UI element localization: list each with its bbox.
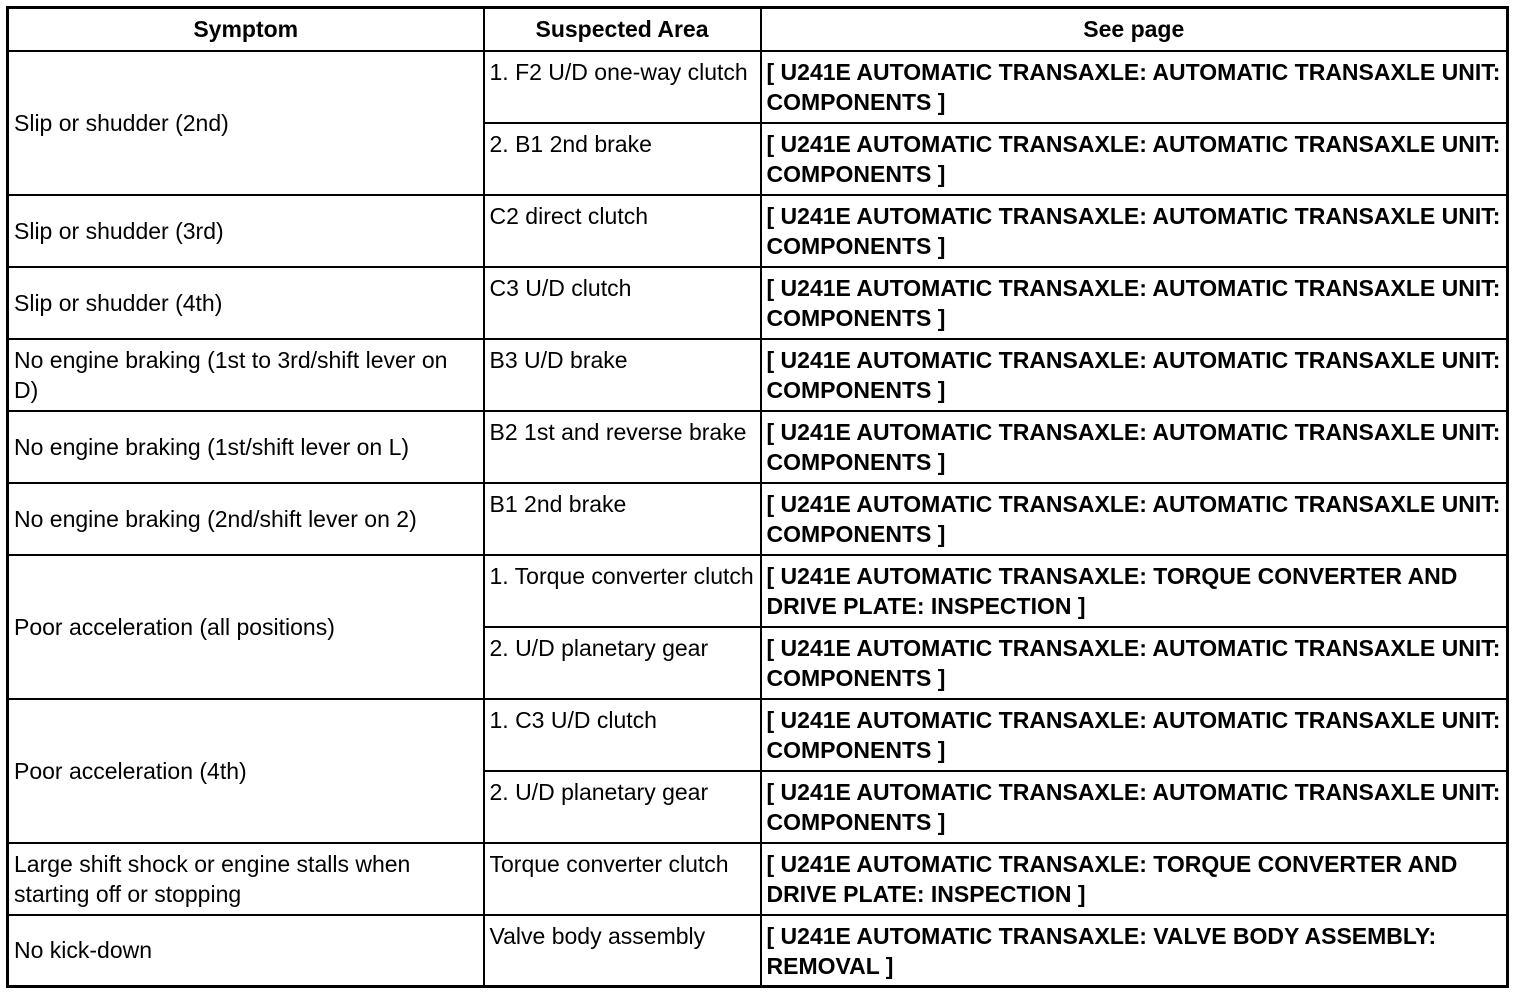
see-page-link[interactable]: [ U241E AUTOMATIC TRANSAXLE: AUTOMATIC TRANSAXLE UNIT: COMPONENTS ] bbox=[761, 699, 1508, 771]
see-page-link[interactable]: [ U241E AUTOMATIC TRANSAXLE: AUTOMATIC TRANSAXLE UNIT: COMPONENTS ] bbox=[761, 339, 1508, 411]
see-page-link[interactable]: [ U241E AUTOMATIC TRANSAXLE: AUTOMATIC TRANSAXLE UNIT: COMPONENTS ] bbox=[761, 51, 1508, 123]
suspected-area-cell: 1. F2 U/D one-way clutch bbox=[484, 51, 761, 123]
see-page-link[interactable]: [ U241E AUTOMATIC TRANSAXLE: AUTOMATIC TRANSAXLE UNIT: COMPONENTS ] bbox=[761, 627, 1508, 699]
suspected-area-cell: C2 direct clutch bbox=[484, 195, 761, 267]
symptom-cell: No kick-down bbox=[8, 915, 484, 987]
see-page-link[interactable]: [ U241E AUTOMATIC TRANSAXLE: AUTOMATIC TRANSAXLE UNIT: COMPONENTS ] bbox=[761, 267, 1508, 339]
table-row bbox=[8, 915, 1508, 987]
suspected-area-cell: 2. U/D planetary gear bbox=[484, 627, 761, 699]
suspected-area-cell: 1. Torque converter clutch bbox=[484, 555, 761, 627]
header-see-page: See page bbox=[761, 8, 1508, 51]
suspected-area-cell: B3 U/D brake bbox=[484, 339, 761, 411]
suspected-area-cell: B1 2nd brake bbox=[484, 483, 761, 555]
troubleshooting-table bbox=[6, 6, 1509, 988]
suspected-area-cell: B2 1st and reverse brake bbox=[484, 411, 761, 483]
header-symptom: Symptom bbox=[8, 8, 484, 51]
symptom-cell: Poor acceleration (all positions) bbox=[8, 555, 484, 699]
table-row bbox=[8, 483, 1508, 555]
symptom-cell: Slip or shudder (2nd) bbox=[8, 51, 484, 195]
table-row bbox=[8, 411, 1508, 483]
see-page-link[interactable]: [ U241E AUTOMATIC TRANSAXLE: VALVE BODY ASSEMBLY: REMOVAL ] bbox=[761, 915, 1508, 987]
symptom-cell: No engine braking (2nd/shift lever on 2) bbox=[8, 483, 484, 555]
see-page-link[interactable]: [ U241E AUTOMATIC TRANSAXLE: AUTOMATIC TRANSAXLE UNIT: COMPONENTS ] bbox=[761, 771, 1508, 843]
symptom-cell: Slip or shudder (3rd) bbox=[8, 195, 484, 267]
table-row bbox=[8, 195, 1508, 267]
table-row bbox=[8, 699, 1508, 771]
see-page-link[interactable]: [ U241E AUTOMATIC TRANSAXLE: AUTOMATIC TRANSAXLE UNIT: COMPONENTS ] bbox=[761, 195, 1508, 267]
see-page-link[interactable]: [ U241E AUTOMATIC TRANSAXLE: TORQUE CONVERTER AND DRIVE PLATE: INSPECTION ] bbox=[761, 843, 1508, 915]
suspected-area-cell: Valve body assembly bbox=[484, 915, 761, 987]
symptom-cell: Poor acceleration (4th) bbox=[8, 699, 484, 843]
suspected-area-cell: 1. C3 U/D clutch bbox=[484, 699, 761, 771]
symptom-cell: No engine braking (1st/shift lever on L) bbox=[8, 411, 484, 483]
suspected-area-cell: 2. U/D planetary gear bbox=[484, 771, 761, 843]
table-row bbox=[8, 843, 1508, 915]
see-page-link[interactable]: [ U241E AUTOMATIC TRANSAXLE: AUTOMATIC TRANSAXLE UNIT: COMPONENTS ] bbox=[761, 411, 1508, 483]
header-row bbox=[8, 8, 1508, 51]
symptom-cell: No engine braking (1st to 3rd/shift lever on D) bbox=[8, 339, 484, 411]
table-body bbox=[8, 51, 1508, 987]
header-suspected-area: Suspected Area bbox=[484, 8, 761, 51]
table-row bbox=[8, 51, 1508, 123]
table-row bbox=[8, 555, 1508, 627]
see-page-link[interactable]: [ U241E AUTOMATIC TRANSAXLE: AUTOMATIC TRANSAXLE UNIT: COMPONENTS ] bbox=[761, 483, 1508, 555]
table-row bbox=[8, 267, 1508, 339]
symptom-cell: Slip or shudder (4th) bbox=[8, 267, 484, 339]
suspected-area-cell: C3 U/D clutch bbox=[484, 267, 761, 339]
suspected-area-cell: Torque converter clutch bbox=[484, 843, 761, 915]
table-row bbox=[8, 339, 1508, 411]
see-page-link[interactable]: [ U241E AUTOMATIC TRANSAXLE: TORQUE CONVERTER AND DRIVE PLATE: INSPECTION ] bbox=[761, 555, 1508, 627]
see-page-link[interactable]: [ U241E AUTOMATIC TRANSAXLE: AUTOMATIC TRANSAXLE UNIT: COMPONENTS ] bbox=[761, 123, 1508, 195]
symptom-cell: Large shift shock or engine stalls when starting off or stopping bbox=[8, 843, 484, 915]
suspected-area-cell: 2. B1 2nd brake bbox=[484, 123, 761, 195]
